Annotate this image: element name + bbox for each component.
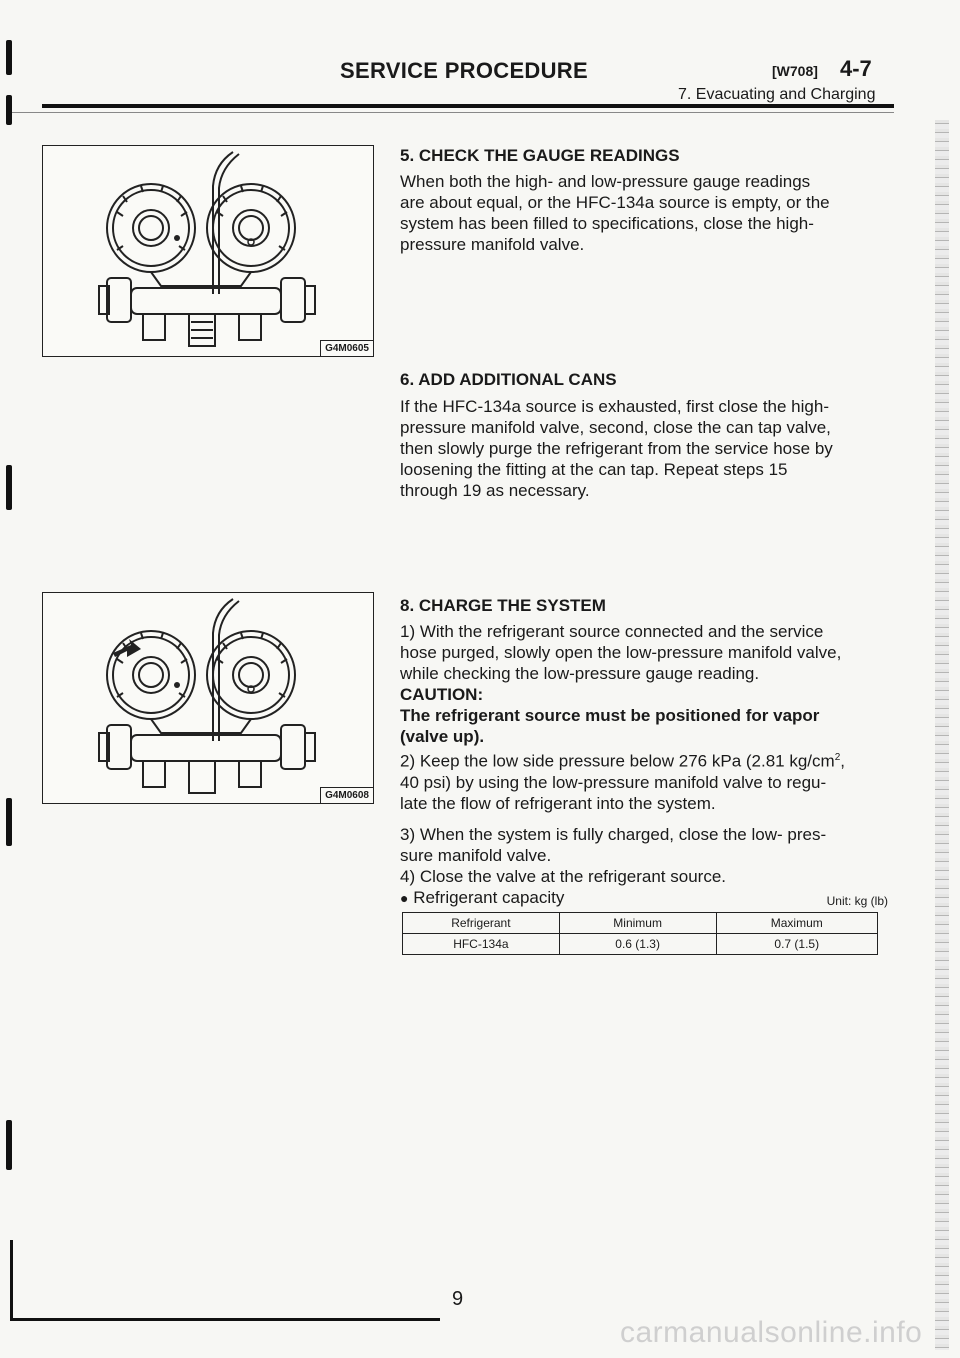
text-line: hose purged, slowly open the low-pressure manifold valve, — [400, 643, 842, 662]
bullet-icon: ● — [400, 889, 409, 906]
text-line: 4) Close the valve at the refrigerant source. — [400, 866, 726, 886]
step2-text: 2) Keep the low side pressure below 276 kPa (2.81 kg/cm — [400, 751, 835, 771]
binding-mark — [6, 465, 12, 510]
text-line: 3) When the system is fully charged, close the low- pres- — [400, 824, 827, 844]
text-line: pressure manifold valve. — [400, 235, 585, 254]
unit-label: Unit: kg (lb) — [826, 893, 888, 908]
section-body-8 — [400, 621, 890, 909]
text-line: system has been filled to specifications, close the high- — [400, 214, 814, 233]
text-line: are about equal, or the HFC-134a source is empty, or the — [400, 193, 830, 212]
binding-mark — [6, 95, 12, 125]
text-line: sure manifold valve. — [400, 845, 552, 865]
text-line: then slowly purge the refrigerant from the service hose by — [400, 439, 833, 458]
section-heading-8: 8. CHARGE THE SYSTEM — [400, 596, 606, 615]
binding-mark — [6, 798, 12, 846]
section-heading-6: 6. ADD ADDITIONAL CANS — [400, 370, 617, 389]
caution-label: CAUTION: — [400, 685, 484, 704]
scan-spine-shadow — [935, 120, 949, 1350]
binding-mark — [6, 40, 12, 75]
table-row — [403, 934, 878, 955]
section-body-6 — [400, 396, 890, 501]
refrigerant-capacity-table — [402, 912, 878, 955]
figure-id: G4M0608 — [320, 787, 373, 803]
table-cell: 0.7 (1.5) — [716, 934, 878, 955]
table-header: Maximum — [716, 913, 878, 934]
page-subtitle: 7. Evacuating and Charging — [678, 86, 876, 103]
corner-mark — [10, 1318, 440, 1321]
text-line: while checking the low-pressure gauge reading. — [400, 664, 760, 683]
capacity-line — [400, 887, 890, 909]
table-header-row — [403, 913, 878, 934]
section-code: [W708] — [772, 63, 818, 79]
spacer — [400, 814, 890, 824]
figure-manifold-gauge-1 — [42, 145, 374, 357]
step2-comma: , — [840, 751, 845, 771]
manifold-gauge-illustration — [43, 146, 373, 356]
text-line: If the HFC-134a source is exhausted, first close the high- — [400, 397, 829, 416]
page-number: 9 — [452, 1288, 464, 1310]
section-heading-5: 5. CHECK THE GAUGE READINGS — [400, 146, 680, 165]
table-cell: HFC-134a — [403, 934, 560, 955]
text-line: When both the high- and low-pressure gauge readings — [400, 172, 811, 191]
table-header: Minimum — [559, 913, 716, 934]
manifold-gauge-illustration — [43, 593, 373, 803]
table-cell: 0.6 (1.3) — [559, 934, 716, 955]
table-header: Refrigerant — [403, 913, 560, 934]
figure-manifold-gauge-2 — [42, 592, 374, 804]
capacity-label: Refrigerant capacity — [413, 887, 565, 907]
page-title: SERVICE PROCEDURE — [340, 58, 588, 83]
text-line: 1) With the refrigerant source connected and the service — [400, 622, 824, 641]
superscript: 2 — [834, 752, 841, 763]
text-line: through 19 as necessary. — [400, 481, 590, 500]
text-line: 40 psi) by using the low-pressure manifold valve to regu- — [400, 772, 827, 792]
binding-mark — [6, 1120, 12, 1170]
header-thin-rule — [10, 112, 894, 113]
header-rule — [42, 104, 894, 108]
watermark: carmanualsonline.info — [620, 1316, 923, 1349]
section-body-5 — [400, 171, 890, 255]
text-line: loosening the fitting at the can tap. Repeat steps 15 — [400, 460, 788, 479]
corner-mark — [10, 1240, 13, 1320]
figure-id: G4M0605 — [320, 340, 373, 356]
text-line: pressure manifold valve, second, close the can tap valve, — [400, 418, 831, 437]
text-line-step2 — [400, 747, 890, 772]
caution-line: (valve up). — [400, 727, 485, 746]
caution-line: The refrigerant source must be positioned for vapor — [400, 706, 820, 725]
page-reference: 4-7 — [840, 56, 872, 81]
text-line: late the flow of refrigerant into the system. — [400, 793, 716, 813]
